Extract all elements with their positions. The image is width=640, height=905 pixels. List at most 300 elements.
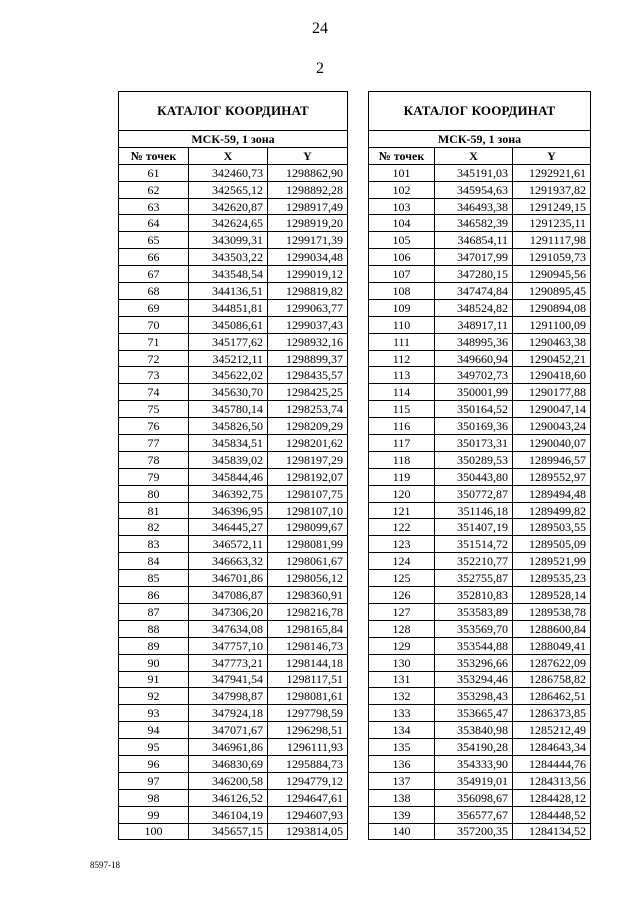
x-coordinate-cell: 348524,82 [435, 299, 513, 316]
y-coordinate-cell: 1289494,48 [513, 485, 591, 502]
x-coordinate-cell: 346104,19 [189, 806, 268, 823]
coordinate-catalog-table-right [368, 91, 591, 840]
table-row [119, 789, 348, 806]
table-body [369, 164, 591, 840]
x-coordinate-cell: 351146,18 [435, 502, 513, 519]
y-coordinate-cell: 1294647,61 [268, 789, 348, 806]
y-coordinate-cell: 1295884,73 [268, 755, 348, 772]
table-row [119, 620, 348, 637]
y-coordinate-cell: 1291937,82 [513, 181, 591, 198]
table-row [119, 401, 348, 418]
x-coordinate-cell: 350443,80 [435, 468, 513, 485]
table-row [119, 468, 348, 485]
x-coordinate-cell: 345954,63 [435, 181, 513, 198]
table-row [369, 350, 591, 367]
y-coordinate-cell: 1292921,61 [513, 164, 591, 181]
y-coordinate-cell: 1298144,18 [268, 654, 348, 671]
y-coordinate-cell: 1294779,12 [268, 772, 348, 789]
point-number-cell: 131 [369, 671, 435, 688]
y-coordinate-cell: 1298081,61 [268, 688, 348, 705]
x-coordinate-cell: 345657,15 [189, 823, 268, 840]
x-coordinate-cell: 346396,95 [189, 502, 268, 519]
point-number-cell: 118 [369, 451, 435, 468]
point-number-cell: 139 [369, 806, 435, 823]
x-coordinate-cell: 343503,22 [189, 249, 268, 266]
point-number-cell: 67 [119, 266, 189, 283]
y-coordinate-cell: 1298165,84 [268, 620, 348, 637]
table-row [119, 164, 348, 181]
section-number: 2 [316, 60, 324, 77]
x-coordinate-cell: 346854,11 [435, 232, 513, 249]
point-number-cell: 74 [119, 384, 189, 401]
point-number-cell: 106 [369, 249, 435, 266]
point-number-cell: 100 [119, 823, 189, 840]
point-number-cell: 103 [369, 198, 435, 215]
table-row [369, 164, 591, 181]
table-row [119, 806, 348, 823]
table-title: КАТАЛОГ КООРДИНАТ [369, 92, 591, 131]
point-number-cell: 132 [369, 688, 435, 705]
y-coordinate-cell: 1291235,11 [513, 215, 591, 232]
point-number-cell: 98 [119, 789, 189, 806]
x-coordinate-cell: 350169,36 [435, 418, 513, 435]
x-coordinate-cell: 352210,77 [435, 553, 513, 570]
y-coordinate-cell: 1290894,08 [513, 299, 591, 316]
y-coordinate-cell: 1299019,12 [268, 266, 348, 283]
point-number-cell: 77 [119, 435, 189, 452]
x-coordinate-cell: 347941,54 [189, 671, 268, 688]
table-row [119, 536, 348, 553]
y-coordinate-cell: 1286373,85 [513, 705, 591, 722]
x-coordinate-cell: 345191,03 [435, 164, 513, 181]
table-row [119, 688, 348, 705]
y-coordinate-cell: 1290043,24 [513, 418, 591, 435]
point-number-cell: 102 [369, 181, 435, 198]
table-row [369, 316, 591, 333]
point-number-cell: 92 [119, 688, 189, 705]
column-header-y: Y [513, 147, 591, 164]
x-coordinate-cell: 353296,66 [435, 654, 513, 671]
y-coordinate-cell: 1284643,34 [513, 739, 591, 756]
table-row [369, 435, 591, 452]
y-coordinate-cell: 1298197,29 [268, 451, 348, 468]
point-number-cell: 97 [119, 772, 189, 789]
y-coordinate-cell: 1298107,10 [268, 502, 348, 519]
table-row [119, 570, 348, 587]
table-row [369, 739, 591, 756]
column-header-y: Y [268, 147, 348, 164]
x-coordinate-cell: 346126,52 [189, 789, 268, 806]
point-number-cell: 121 [369, 502, 435, 519]
x-coordinate-cell: 347998,87 [189, 688, 268, 705]
point-number-cell: 113 [369, 367, 435, 384]
x-coordinate-cell: 346392,75 [189, 485, 268, 502]
x-coordinate-cell: 346200,58 [189, 772, 268, 789]
x-coordinate-cell: 353298,43 [435, 688, 513, 705]
x-coordinate-cell: 353665,47 [435, 705, 513, 722]
x-coordinate-cell: 349660,94 [435, 350, 513, 367]
point-number-cell: 109 [369, 299, 435, 316]
table-row [119, 350, 348, 367]
table-row [119, 755, 348, 772]
table-row [369, 266, 591, 283]
point-number-cell: 88 [119, 620, 189, 637]
x-coordinate-cell: 354919,01 [435, 772, 513, 789]
y-coordinate-cell: 1298919,20 [268, 215, 348, 232]
table-row [119, 705, 348, 722]
table-row [119, 654, 348, 671]
x-coordinate-cell: 346830,69 [189, 755, 268, 772]
y-coordinate-cell: 1290463,38 [513, 333, 591, 350]
y-coordinate-cell: 1298216,78 [268, 603, 348, 620]
table-row [119, 283, 348, 300]
table-row [119, 772, 348, 789]
point-number-cell: 85 [119, 570, 189, 587]
x-coordinate-cell: 342624,65 [189, 215, 268, 232]
x-coordinate-cell: 354333,90 [435, 755, 513, 772]
y-coordinate-cell: 1296111,93 [268, 739, 348, 756]
y-coordinate-cell: 1298209,29 [268, 418, 348, 435]
y-coordinate-cell: 1298146,73 [268, 637, 348, 654]
point-number-cell: 117 [369, 435, 435, 452]
point-number-cell: 120 [369, 485, 435, 502]
point-number-cell: 137 [369, 772, 435, 789]
x-coordinate-cell: 350289,53 [435, 451, 513, 468]
point-number-cell: 116 [369, 418, 435, 435]
y-coordinate-cell: 1290895,45 [513, 283, 591, 300]
point-number-cell: 114 [369, 384, 435, 401]
table-row [369, 688, 591, 705]
point-number-cell: 126 [369, 587, 435, 604]
y-coordinate-cell: 1289552,97 [513, 468, 591, 485]
x-coordinate-cell: 345177,62 [189, 333, 268, 350]
table-row [119, 603, 348, 620]
point-number-cell: 80 [119, 485, 189, 502]
point-number-cell: 65 [119, 232, 189, 249]
table-row [119, 553, 348, 570]
table-row [119, 502, 348, 519]
table-row [369, 722, 591, 739]
y-coordinate-cell: 1284134,52 [513, 823, 591, 840]
x-coordinate-cell: 345086,61 [189, 316, 268, 333]
x-coordinate-cell: 350164,52 [435, 401, 513, 418]
table-row [119, 215, 348, 232]
y-coordinate-cell: 1298425,25 [268, 384, 348, 401]
y-coordinate-cell: 1286462,51 [513, 688, 591, 705]
x-coordinate-cell: 353569,70 [435, 620, 513, 637]
x-coordinate-cell: 350173,31 [435, 435, 513, 452]
x-coordinate-cell: 347474,84 [435, 283, 513, 300]
point-number-cell: 82 [119, 519, 189, 536]
point-number-cell: 95 [119, 739, 189, 756]
y-coordinate-cell: 1291100,09 [513, 316, 591, 333]
point-number-cell: 138 [369, 789, 435, 806]
x-coordinate-cell: 347017,99 [435, 249, 513, 266]
table-row [369, 401, 591, 418]
point-number-cell: 124 [369, 553, 435, 570]
table-row [119, 181, 348, 198]
point-number-cell: 122 [369, 519, 435, 536]
y-coordinate-cell: 1284428,12 [513, 789, 591, 806]
point-number-cell: 89 [119, 637, 189, 654]
point-number-cell: 96 [119, 755, 189, 772]
point-number-cell: 107 [369, 266, 435, 283]
x-coordinate-cell: 352810,83 [435, 587, 513, 604]
y-coordinate-cell: 1290418,60 [513, 367, 591, 384]
y-coordinate-cell: 1290040,07 [513, 435, 591, 452]
table-row [369, 299, 591, 316]
y-coordinate-cell: 1298892,28 [268, 181, 348, 198]
point-number-cell: 104 [369, 215, 435, 232]
point-number-cell: 136 [369, 755, 435, 772]
y-coordinate-cell: 1298819,82 [268, 283, 348, 300]
point-number-cell: 128 [369, 620, 435, 637]
table-subtitle: МСК-59, 1 зона [369, 131, 591, 148]
table-row [369, 249, 591, 266]
y-coordinate-cell: 1299037,43 [268, 316, 348, 333]
table-row [119, 316, 348, 333]
x-coordinate-cell: 343548,54 [189, 266, 268, 283]
column-header-point-number: № точек [369, 147, 435, 164]
point-number-cell: 61 [119, 164, 189, 181]
y-coordinate-cell: 1298862,90 [268, 164, 348, 181]
point-number-cell: 111 [369, 333, 435, 350]
x-coordinate-cell: 347306,20 [189, 603, 268, 620]
y-coordinate-cell: 1298061,67 [268, 553, 348, 570]
point-number-cell: 105 [369, 232, 435, 249]
y-coordinate-cell: 1288049,41 [513, 637, 591, 654]
table-row [369, 772, 591, 789]
x-coordinate-cell: 353294,46 [435, 671, 513, 688]
x-coordinate-cell: 348995,36 [435, 333, 513, 350]
y-coordinate-cell: 1289538,78 [513, 603, 591, 620]
point-number-cell: 94 [119, 722, 189, 739]
point-number-cell: 140 [369, 823, 435, 840]
y-coordinate-cell: 1299034,48 [268, 249, 348, 266]
table-row [369, 823, 591, 840]
table-row [119, 519, 348, 536]
column-header-x: X [189, 147, 268, 164]
table-row [369, 181, 591, 198]
y-coordinate-cell: 1291117,98 [513, 232, 591, 249]
point-number-cell: 69 [119, 299, 189, 316]
x-coordinate-cell: 346663,32 [189, 553, 268, 570]
x-coordinate-cell: 342565,12 [189, 181, 268, 198]
point-number-cell: 68 [119, 283, 189, 300]
table-row [119, 367, 348, 384]
table-row [119, 739, 348, 756]
table-row [369, 468, 591, 485]
table-row [369, 553, 591, 570]
x-coordinate-cell: 353840,98 [435, 722, 513, 739]
point-number-cell: 93 [119, 705, 189, 722]
table-row [119, 671, 348, 688]
column-header-point-number: № точек [119, 147, 189, 164]
x-coordinate-cell: 350001,99 [435, 384, 513, 401]
table-row [119, 249, 348, 266]
y-coordinate-cell: 1298917,49 [268, 198, 348, 215]
y-coordinate-cell: 1289535,23 [513, 570, 591, 587]
x-coordinate-cell: 346445,27 [189, 519, 268, 536]
point-number-cell: 78 [119, 451, 189, 468]
x-coordinate-cell: 353583,89 [435, 603, 513, 620]
x-coordinate-cell: 347924,18 [189, 705, 268, 722]
y-coordinate-cell: 1298253,74 [268, 401, 348, 418]
x-coordinate-cell: 346572,11 [189, 536, 268, 553]
x-coordinate-cell: 345826,50 [189, 418, 268, 435]
point-number-cell: 87 [119, 603, 189, 620]
point-number-cell: 125 [369, 570, 435, 587]
table-row [369, 637, 591, 654]
x-coordinate-cell: 346961,86 [189, 739, 268, 756]
y-coordinate-cell: 1298192,07 [268, 468, 348, 485]
table-row [369, 485, 591, 502]
table-row [369, 620, 591, 637]
x-coordinate-cell: 346493,38 [435, 198, 513, 215]
x-coordinate-cell: 351407,19 [435, 519, 513, 536]
point-number-cell: 70 [119, 316, 189, 333]
point-number-cell: 110 [369, 316, 435, 333]
point-number-cell: 63 [119, 198, 189, 215]
y-coordinate-cell: 1289528,14 [513, 587, 591, 604]
x-coordinate-cell: 344136,51 [189, 283, 268, 300]
y-coordinate-cell: 1294607,93 [268, 806, 348, 823]
table-row [119, 198, 348, 215]
x-coordinate-cell: 344851,81 [189, 299, 268, 316]
point-number-cell: 130 [369, 654, 435, 671]
y-coordinate-cell: 1289521,99 [513, 553, 591, 570]
table-row [369, 603, 591, 620]
table-row [369, 384, 591, 401]
table-row [369, 418, 591, 435]
point-number-cell: 91 [119, 671, 189, 688]
point-number-cell: 75 [119, 401, 189, 418]
point-number-cell: 79 [119, 468, 189, 485]
y-coordinate-cell: 1291249,15 [513, 198, 591, 215]
point-number-cell: 90 [119, 654, 189, 671]
table-row [119, 451, 348, 468]
x-coordinate-cell: 348917,11 [435, 316, 513, 333]
coordinate-catalog-table-left [118, 91, 348, 840]
x-coordinate-cell: 347280,15 [435, 266, 513, 283]
x-coordinate-cell: 343099,31 [189, 232, 268, 249]
table-row [369, 755, 591, 772]
y-coordinate-cell: 1290452,21 [513, 350, 591, 367]
table-row [119, 266, 348, 283]
x-coordinate-cell: 350772,87 [435, 485, 513, 502]
table-row [369, 198, 591, 215]
table-row [369, 519, 591, 536]
x-coordinate-cell: 353544,88 [435, 637, 513, 654]
y-coordinate-cell: 1286758,82 [513, 671, 591, 688]
table-row [369, 232, 591, 249]
point-number-cell: 99 [119, 806, 189, 823]
y-coordinate-cell: 1296298,51 [268, 722, 348, 739]
table-row [369, 806, 591, 823]
x-coordinate-cell: 356577,67 [435, 806, 513, 823]
page-number: 24 [312, 20, 328, 37]
point-number-cell: 115 [369, 401, 435, 418]
point-number-cell: 71 [119, 333, 189, 350]
y-coordinate-cell: 1290047,14 [513, 401, 591, 418]
table-row [119, 418, 348, 435]
y-coordinate-cell: 1298117,51 [268, 671, 348, 688]
y-coordinate-cell: 1298435,57 [268, 367, 348, 384]
point-number-cell: 66 [119, 249, 189, 266]
x-coordinate-cell: 342460,73 [189, 164, 268, 181]
point-number-cell: 101 [369, 164, 435, 181]
point-number-cell: 108 [369, 283, 435, 300]
x-coordinate-cell: 347757,10 [189, 637, 268, 654]
table-row [369, 215, 591, 232]
y-coordinate-cell: 1291059,73 [513, 249, 591, 266]
point-number-cell: 129 [369, 637, 435, 654]
x-coordinate-cell: 354190,28 [435, 739, 513, 756]
x-coordinate-cell: 345630,70 [189, 384, 268, 401]
x-coordinate-cell: 347071,67 [189, 722, 268, 739]
x-coordinate-cell: 347773,21 [189, 654, 268, 671]
point-number-cell: 64 [119, 215, 189, 232]
table-subtitle: МСК-59, 1 зона [119, 131, 348, 148]
table-row [119, 823, 348, 840]
y-coordinate-cell: 1297798,59 [268, 705, 348, 722]
table-row [369, 671, 591, 688]
y-coordinate-cell: 1293814,05 [268, 823, 348, 840]
point-number-cell: 134 [369, 722, 435, 739]
x-coordinate-cell: 345780,14 [189, 401, 268, 418]
point-number-cell: 135 [369, 739, 435, 756]
y-coordinate-cell: 1298899,37 [268, 350, 348, 367]
x-coordinate-cell: 345839,02 [189, 451, 268, 468]
column-header-x: X [435, 147, 513, 164]
y-coordinate-cell: 1298099,67 [268, 519, 348, 536]
x-coordinate-cell: 347634,08 [189, 620, 268, 637]
table-row [119, 485, 348, 502]
point-number-cell: 133 [369, 705, 435, 722]
x-coordinate-cell: 351514,72 [435, 536, 513, 553]
table-row [119, 435, 348, 452]
x-coordinate-cell: 345622,02 [189, 367, 268, 384]
x-coordinate-cell: 352755,87 [435, 570, 513, 587]
table-row [369, 654, 591, 671]
y-coordinate-cell: 1298932,16 [268, 333, 348, 350]
y-coordinate-cell: 1284444,76 [513, 755, 591, 772]
table-row [369, 705, 591, 722]
x-coordinate-cell: 346582,39 [435, 215, 513, 232]
table-row [369, 587, 591, 604]
y-coordinate-cell: 1299063,77 [268, 299, 348, 316]
y-coordinate-cell: 1298056,12 [268, 570, 348, 587]
table-row [369, 536, 591, 553]
y-coordinate-cell: 1289505,09 [513, 536, 591, 553]
point-number-cell: 73 [119, 367, 189, 384]
point-number-cell: 76 [119, 418, 189, 435]
y-coordinate-cell: 1288600,84 [513, 620, 591, 637]
table-row [119, 587, 348, 604]
x-coordinate-cell: 357200,35 [435, 823, 513, 840]
y-coordinate-cell: 1299171,39 [268, 232, 348, 249]
table-row [369, 789, 591, 806]
point-number-cell: 86 [119, 587, 189, 604]
table-row [369, 367, 591, 384]
table-title: КАТАЛОГ КООРДИНАТ [119, 92, 348, 131]
y-coordinate-cell: 1287622,09 [513, 654, 591, 671]
point-number-cell: 81 [119, 502, 189, 519]
x-coordinate-cell: 342620,87 [189, 198, 268, 215]
x-coordinate-cell: 345212,11 [189, 350, 268, 367]
point-number-cell: 123 [369, 536, 435, 553]
table-row [119, 637, 348, 654]
